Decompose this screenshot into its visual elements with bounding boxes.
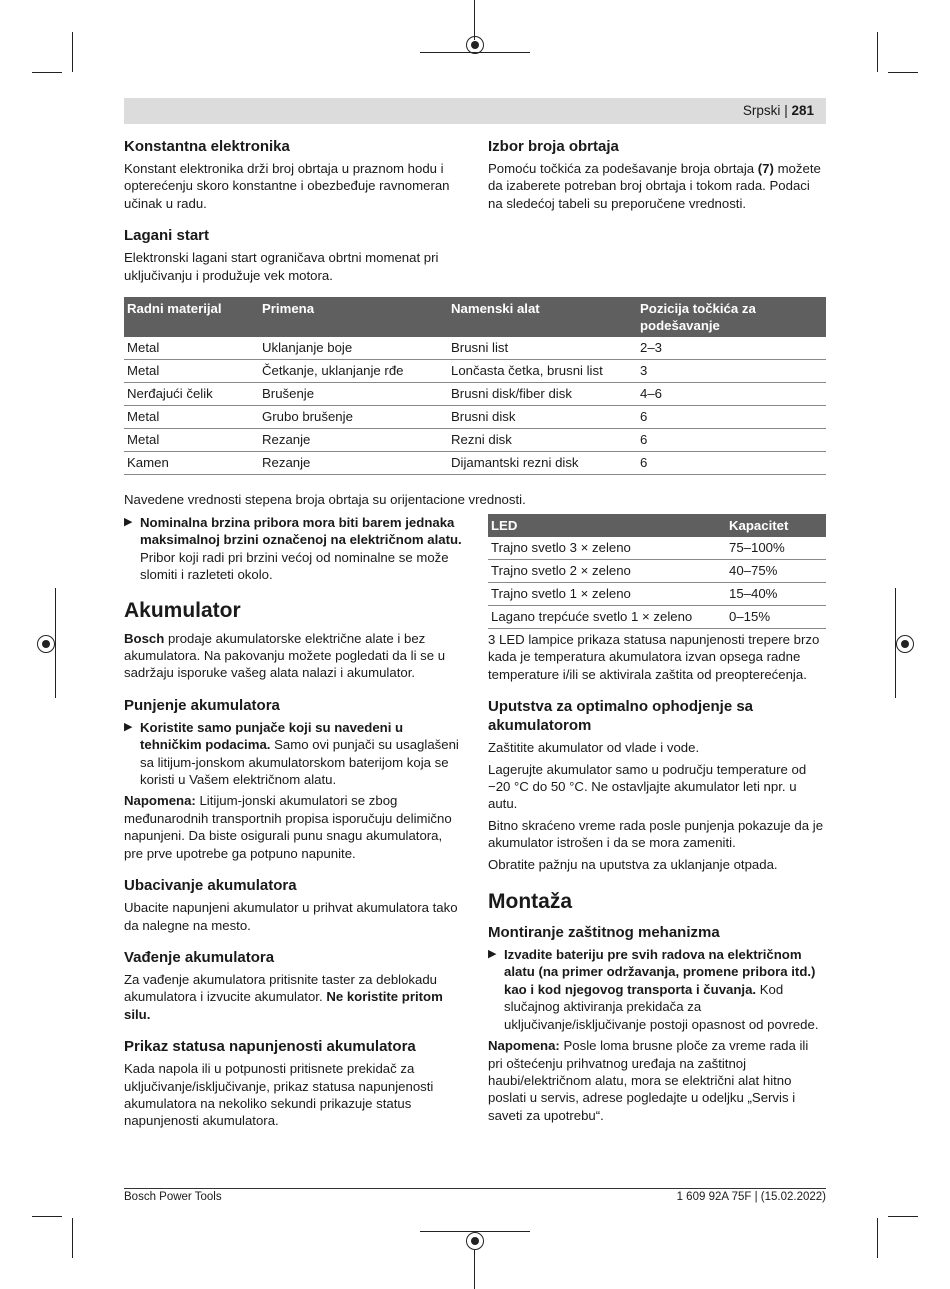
crop-mark	[895, 588, 896, 698]
table-cell: Kamen	[124, 452, 259, 475]
text-span: prodaje akumulatorske električne alate i bez akumulatora. Na pakovanju možete pogledati da li se u sadržaju isporuke vašeg alata nalazi i akumulator.	[124, 630, 446, 681]
table-cell: Rezanje	[259, 429, 448, 452]
crop-mark	[72, 32, 73, 72]
table-cell: Brusni list	[448, 337, 637, 360]
table-header-row	[488, 514, 826, 537]
bold-text: Ne koristite pritom silu.	[124, 989, 443, 1022]
table-cell: Rezanje	[259, 452, 448, 475]
speed-table	[124, 297, 826, 475]
reference-number: (7)	[757, 161, 774, 176]
table-cell: Brusni disk	[448, 406, 637, 429]
footer-divider	[124, 1188, 826, 1189]
page-number: 281	[791, 103, 814, 118]
left-bottom-column	[124, 514, 462, 1134]
crop-mark	[888, 1216, 918, 1217]
table-header-cell: LED	[488, 514, 726, 537]
table-cell: Dijamantski rezni disk	[448, 452, 637, 475]
registration-mark-icon	[466, 36, 484, 54]
paragraph: 3 LED lampice prikaza statusa napunjenosti trepere brzo kada je temperatura akumulatora izvan opsega radne temperature i/ili se aktivirala zaštita od preopterećenja.	[488, 632, 820, 682]
bold-text: Koristite samo punjače koji su navedeni u tehničkim podacima.	[140, 719, 404, 753]
paragraph: Bitno skraćeno vreme rada posle punjenja pokazuje da je akumulator istrošen i da se mora zameniti.	[488, 817, 824, 851]
text-span: Pribor koji radi pri brzini većoj od nominalne se može slomiti i razleteti okolo.	[140, 549, 449, 583]
table-cell: Lončasta četka, brusni list	[448, 360, 637, 383]
table-header-cell: Kapacitet	[726, 514, 826, 537]
paragraph	[124, 792, 462, 862]
chapter-title: Akumulator	[124, 598, 241, 622]
section-title: Prikaz statusa napunjenosti akumulatora	[124, 1038, 416, 1056]
crop-mark	[877, 32, 878, 72]
table-cell: Nerđajući čelik	[124, 383, 259, 406]
section-title: Izbor broja obrtaja	[488, 138, 619, 155]
table-cell: 4–6	[637, 383, 826, 406]
table-header-cell: Primena	[259, 297, 448, 337]
crop-mark	[888, 72, 918, 73]
text-span: Pomoću točkića za podešavanje broja obrtaja	[488, 161, 758, 176]
table-row	[488, 537, 826, 560]
text-span: Litijum-jonski akumulatori se zbog međunarodnih transportnih propisa isporučuju delimično napunjeni. Da biste osigurali punu snagu akumulatora, pre prve upotrebe ga potpuno napunite.	[124, 793, 452, 861]
crop-mark	[72, 1218, 73, 1258]
table-cell: 6	[637, 406, 826, 429]
section-title: Uputstva za optimalno ophodjenje sa akumulatorom	[488, 698, 754, 735]
page-header	[743, 103, 814, 118]
right-top-column	[488, 137, 826, 216]
table-cell: Metal	[124, 406, 259, 429]
table-header-cell: Namenski alat	[448, 297, 637, 337]
table-cell: 3	[637, 360, 826, 383]
bold-text: Napomena:	[488, 1038, 560, 1054]
section-title: Lagani start	[124, 227, 210, 245]
section-title: Punjenje akumulatora	[124, 696, 280, 714]
table-cell: Metal	[124, 429, 259, 452]
table-header-cell: Pozicija točkića za podešavanje	[637, 297, 826, 337]
table-row	[124, 406, 826, 429]
table-cell: Grubo brušenje	[259, 406, 448, 429]
bold-text: Bosch	[124, 630, 165, 646]
paragraph: Ubacite napunjeni akumulator u prihvat akumulatora tako da nalegne na mesto.	[124, 900, 458, 933]
table-cell: Brušenje	[259, 383, 448, 406]
table-row	[124, 452, 826, 475]
table-cell: 6	[637, 429, 826, 452]
table-row	[488, 606, 826, 629]
table-cell: 40–75%	[726, 560, 826, 583]
paragraph	[124, 971, 462, 1023]
paragraph: Lagerujte akumulator samo u području temperature od −20 °C do 50 °C. Ne ostavljajte akumulator leti npr. u autu.	[488, 761, 807, 812]
text-span: Kod slučajnog aktiviranja prekidača za uključivanje/isključivanje postoji opasnost od povrede.	[504, 981, 819, 1032]
text-span: Posle loma brusne ploče za vreme rada ili pri oštećenju prihvatnog uređaja na zaštitnoj haubi/električnom alatu, mora se električni alat hitno poslati u servis, adrese pogledajte u odeljku „Servis i saveti za upotrebu“.	[488, 1038, 809, 1123]
section-title: Ubacivanje akumulatora	[124, 877, 297, 895]
table-cell: Trajno svetlo 3 × zeleno	[488, 537, 726, 560]
section-title: Konstantna elektronika	[124, 138, 290, 155]
table-row	[124, 383, 826, 406]
crop-mark	[32, 1216, 62, 1217]
table-cell: Trajno svetlo 1 × zeleno	[488, 583, 726, 606]
table-row	[124, 360, 826, 383]
footer-right: 1 609 92A 75F | (15.02.2022)	[676, 1191, 826, 1203]
table-cell: 15–40%	[726, 583, 826, 606]
table-cell: Brusni disk/fiber disk	[448, 383, 637, 406]
crop-mark	[420, 1231, 530, 1232]
text-span: Za vađenje akumulatora pritisnite taster za deblokadu akumulatora i izvucite akumulator.	[124, 971, 438, 1005]
warning-bullet	[488, 946, 826, 1033]
left-top-column	[124, 137, 460, 288]
table-header-row	[124, 297, 826, 337]
chapter-title: Montaža	[488, 890, 572, 914]
warning-bullet	[124, 514, 462, 584]
footer-left: Bosch Power Tools	[124, 1191, 222, 1203]
paragraph	[124, 630, 462, 682]
table-row	[488, 560, 826, 583]
crop-mark	[877, 1218, 878, 1258]
paragraph: Konstant elektronika drži broj obrtaja u praznom hodu i opterećenju skoro konstantne i obezbeđuje ravnomeran učinak u radu.	[124, 161, 450, 211]
table-cell: 2–3	[637, 337, 826, 360]
table-cell: Lagano trepćuće svetlo 1 × zeleno	[488, 606, 726, 629]
text-span: Samo ovi punjači su usaglašeni sa litijum-jonskom akumulatorskom baterijom koja se koristi u Vašem električnom alatu.	[140, 737, 459, 788]
paragraph	[488, 160, 826, 212]
triangle-bullet-icon: ▶	[124, 720, 133, 733]
header-language: Srpski	[742, 103, 781, 118]
table-cell: 0–15%	[726, 606, 826, 629]
table-note: Navedene vrednosti stepena broja obrtaja su orijentacione vrednosti.	[124, 492, 526, 507]
crop-mark	[55, 588, 56, 698]
registration-mark-icon	[466, 1232, 484, 1250]
bold-text: Nominalna brzina pribora mora biti barem jednaka maksimalnoj brzini označenoj na električnom alatu.	[140, 515, 462, 548]
table-cell: Metal	[124, 360, 259, 383]
led-table	[488, 514, 826, 629]
crop-mark	[474, 0, 475, 40]
triangle-bullet-icon: ▶	[124, 516, 133, 528]
table-cell: 6	[637, 452, 826, 475]
bold-text: Napomena:	[124, 793, 196, 809]
table-cell: Rezni disk	[448, 429, 637, 452]
table-cell: 75–100%	[726, 537, 826, 560]
header-bar	[124, 98, 826, 124]
header-separator: |	[784, 103, 788, 118]
table-row	[124, 337, 826, 360]
paragraph	[488, 1037, 826, 1124]
section-title: Vađenje akumulatora	[124, 948, 275, 966]
text-span: možete da izaberete potreban broj obrtaja i tokom rada. Podaci na sledećoj tabeli su preporučene vrednosti.	[488, 161, 821, 211]
crop-mark	[474, 1250, 475, 1289]
table-cell: Četkanje, uklanjanje rđe	[259, 360, 448, 383]
table-row	[488, 583, 826, 606]
right-bottom-column	[488, 514, 826, 1128]
section-title: Montiranje zaštitnog mehanizma	[488, 924, 720, 942]
paragraph: Obratite pažnju na uputstva za uklanjanje otpada.	[488, 856, 778, 872]
registration-mark-icon	[37, 635, 55, 653]
registration-mark-icon	[896, 635, 914, 653]
table-cell: Uklanjanje boje	[259, 337, 448, 360]
paragraph: Zaštitite akumulator od vlade i vode.	[488, 740, 700, 756]
table-cell: Metal	[124, 337, 259, 360]
table-row	[124, 429, 826, 452]
triangle-bullet-icon: ▶	[488, 948, 497, 961]
warning-bullet	[124, 719, 462, 789]
crop-mark	[32, 72, 62, 73]
table-header-cell: Radni materijal	[124, 297, 259, 337]
paragraph: Elektronski lagani start ograničava obrtni momenat pri uključivanju i produžuje vek motora.	[124, 250, 439, 283]
table-cell: Trajno svetlo 2 × zeleno	[488, 560, 726, 583]
bold-text: Izvadite bateriju pre svih radova na električnom alatu (na primer održavanja, promene pribora itd.) kao i kod njegovog transporta i čuvanja.	[504, 947, 816, 997]
paragraph: Kada napola ili u potpunosti pritisnete prekidač za uključivanje/isključivanje, prikaz statusa napunjenosti akumulatora na nekoliko sekundi prikazuje status napunjenosti akumulatora.	[124, 1061, 434, 1129]
